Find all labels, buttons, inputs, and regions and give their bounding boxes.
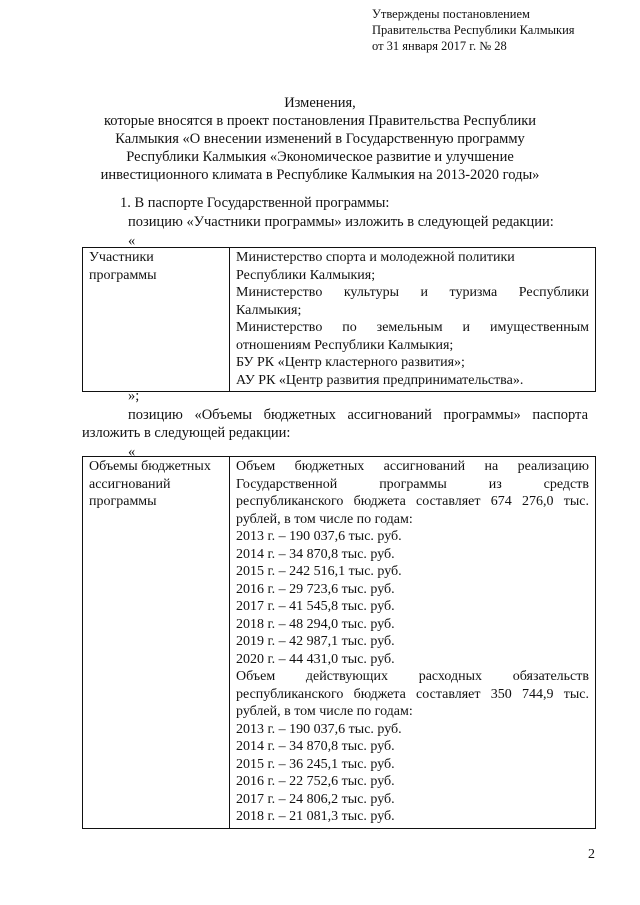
title-line: инвестиционного климата в Республике Калмыкия на 2013-2020 годы»: [100, 167, 540, 183]
title-line: Республики Калмыкия «Экономическое развитие и улучшение: [126, 149, 514, 165]
content-line: АУ РК «Центр развития предпринимательства».: [236, 372, 524, 388]
approval-stamp: [372, 6, 575, 54]
content-line: республиканского бюджета составляет 674 276,0 тыс.: [236, 494, 589, 509]
content-line: 2017 г. – 24 806,2 тыс. руб.: [236, 791, 395, 807]
close-quote: »;: [128, 388, 140, 404]
content-line: 2014 г. – 34 870,8 тыс. руб.: [236, 739, 395, 754]
content-line: БУ РК «Центр кластерного развития»;: [236, 355, 465, 370]
item-2-line: изложить в следующей редакции:: [82, 425, 291, 441]
content-line: 2017 г. – 41 545,8 тыс. руб.: [236, 599, 395, 614]
content-line: Калмыкия;: [236, 302, 302, 318]
content-line: 2019 г. – 42 987,1 тыс. руб.: [236, 634, 395, 649]
content-line: 2013 г. – 190 037,6 тыс. руб.: [236, 721, 402, 737]
item-1: 1. В паспорте Государственной программы:: [120, 195, 390, 211]
content-line: Объем бюджетных ассигнований на реализацию: [236, 459, 589, 474]
label-line: программы: [89, 267, 157, 283]
content-line: 2015 г. – 36 245,1 тыс. руб.: [236, 756, 395, 772]
content-line: Объем действующих расходных обязательств: [236, 669, 589, 684]
content-line: Республики Калмыкия;: [236, 267, 376, 283]
content-line: 2020 г. – 44 431,0 тыс. руб.: [236, 651, 395, 667]
content-line: Министерство по земельным и имущественным: [236, 320, 589, 335]
budget-table: [82, 456, 596, 829]
item-2-line: позицию «Объемы бюджетных ассигнований программы» паспорта: [128, 407, 588, 423]
content-line: отношениям Республики Калмыкия;: [236, 337, 454, 353]
content-line: республиканского бюджета составляет 350 744,9 тыс.: [236, 686, 589, 702]
document-title: [60, 94, 580, 184]
content-line: 2013 г. – 190 037,6 тыс. руб.: [236, 529, 402, 544]
content-line: 2016 г. – 22 752,6 тыс. руб.: [236, 774, 395, 789]
content-line: Министерство культуры и туризма Республики: [236, 285, 589, 300]
content-line: 2015 г. – 242 516,1 тыс. руб.: [236, 564, 402, 579]
content-line: 2018 г. – 21 081,3 тыс. руб.: [236, 809, 395, 824]
label-line: Участники: [89, 250, 154, 265]
content-line: Министерство спорта и молодежной политики: [236, 250, 515, 265]
content-line: рублей, в том числе по годам:: [236, 511, 413, 527]
approval-line: Правительства Республики Калмыкия: [372, 23, 575, 37]
content-line: Государственной программы из средств: [236, 476, 589, 492]
label-line: Объемы бюджетных: [89, 459, 211, 474]
approval-line: Утверждены постановлением: [372, 7, 530, 21]
title-heading: Изменения,: [284, 95, 356, 111]
label-line: программы: [89, 494, 157, 509]
budget-content-cell: [230, 457, 596, 829]
content-line: 2018 г. – 48 294,0 тыс. руб.: [236, 616, 395, 632]
participants-content-cell: [230, 248, 596, 392]
item-1-instruction: позицию «Участники программы» изложить в следующей редакции:: [128, 214, 554, 230]
participants-label-cell: [83, 248, 230, 392]
content-line: 2016 г. – 29 723,6 тыс. руб.: [236, 581, 395, 597]
content-line: рублей, в том числе по годам:: [236, 704, 413, 719]
participants-table: [82, 247, 596, 392]
title-line: Калмыкия «О внесении изменений в Государственную программу: [115, 131, 525, 147]
budget-label-cell: [83, 457, 230, 829]
open-quote: «: [128, 233, 136, 249]
open-quote: «: [128, 444, 136, 460]
title-line: которые вносятся в проект постановления Правительства Республики: [103, 113, 537, 129]
page-number: 2: [588, 847, 595, 862]
label-line: ассигнований: [89, 476, 171, 492]
content-line: 2014 г. – 34 870,8 тыс. руб.: [236, 546, 395, 562]
approval-line: от 31 января 2017 г. № 28: [372, 39, 507, 53]
